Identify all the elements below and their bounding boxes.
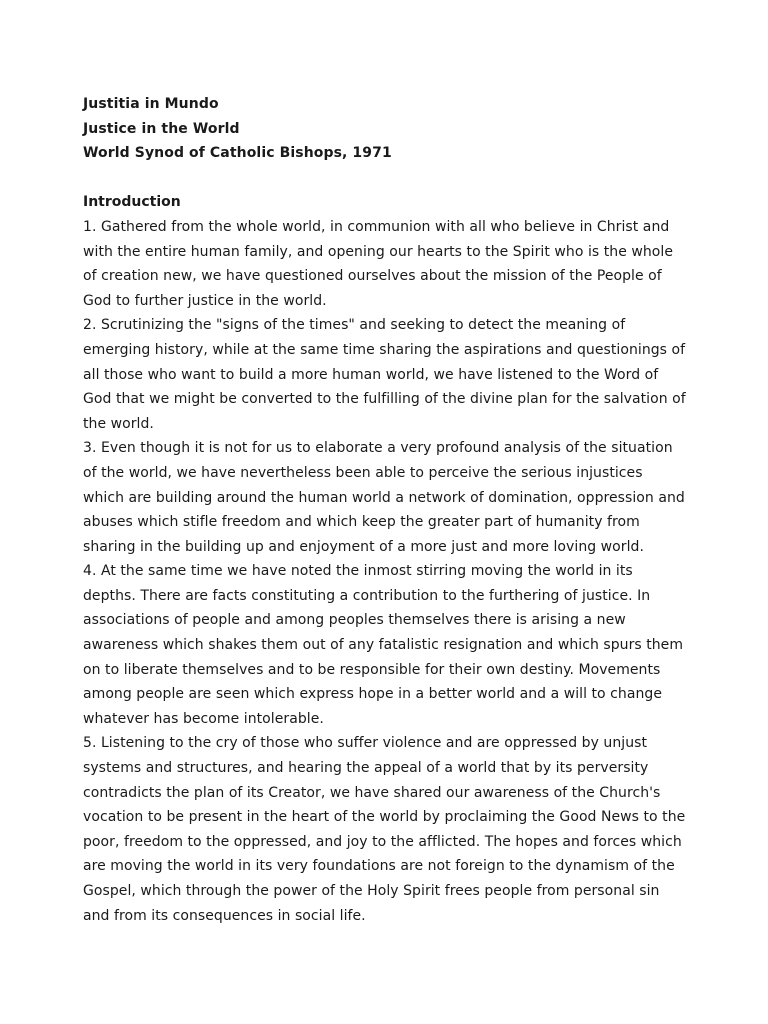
document-subtitle: World Synod of Catholic Bishops, 1971 [83,145,392,162]
document-title-english: Justice in the World [83,120,240,137]
title-block [83,92,688,166]
document-title-latin: Justitia in Mundo [83,96,219,112]
paragraph-5: 5. Listening to the cry of those who suffer violence and are oppressed by unjust systems and structures, and hearing the appeal of a world that by its perversity contradicts the plan of its Creator, we have shared our awareness of the Church's vocation to be present in the heart of the world by proclaiming the Good News to the poor, freedom to the oppressed, and joy to the afflicted. The hopes and forces which are moving the world in its very foundations are not foreign to the dynamism of the Gospel, which through the power of the Holy Spirit frees people from personal sin and from its consequences in social life. [83,735,686,924]
paragraph-1: 1. Gathered from the whole world, in communion with all who believe in Christ and with the entire human family, and opening our hearts to the Spirit who is the whole of creation new, we have questioned ourselves about the mission of the People of God to further justice in the world. [83,218,673,309]
paragraph-2: 2. Scrutinizing the "signs of the times" and seeking to detect the meaning of emerging history, while at the same time sharing the aspirations and questionings of all those who want to build a more human world, we have listened to the Word of God that we might be converted to the fulfilling of the divine plan for the salvation of the world. [83,317,686,432]
document-page [83,92,688,928]
section-heading-introduction: Introduction [83,194,181,211]
paragraph-3: 3. Even though it is not for us to elaborate a very profound analysis of the situation of the world, we have nevertheless been able to perceive the serious injustices which are building around the human world a network of domination, oppression and abuses which stifle freedom and which keep the greater part of humanity from sharing in the building up and enjoyment of a more just and more loving world. [83,440,685,555]
paragraph-4: 4. At the same time we have noted the inmost stirring moving the world in its depths. There are facts constituting a contribution to the furthering of justice. In associations of people and among peoples themselves there is arising a new awareness which shakes them out of any fatalistic resignation and which spurs them on to liberate themselves and to be responsible for their own destiny. Movements among people are seen which express hope in a better world and a will to change whatever has become intolerable. [83,563,684,727]
